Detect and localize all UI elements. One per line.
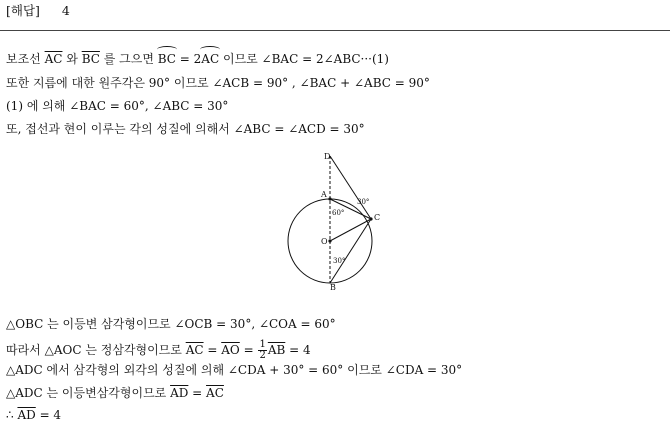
text-segment: 따라서 △AOC 는 정삼각형이므로 (6, 343, 186, 357)
solution-line-1 (6, 51, 389, 67)
text-segment: 이므로 ∠BAC = 2∠ABC···(1) (219, 52, 389, 66)
radius-OC (330, 219, 371, 241)
segment-AD: $\overline{AD}$ (17, 408, 36, 422)
label-O: O (321, 237, 328, 246)
solution-line-3: (1) 에 의해 ∠BAC = 60°, ∠ABC = 30° (6, 99, 229, 113)
solution-line-8 (6, 385, 224, 401)
segment-AD: $\overline{AD}$ (170, 386, 189, 400)
solution-line-5: △OBC 는 이등변 삼각형이므로 ∠OCB = 30°, ∠COA = 60° (6, 317, 336, 331)
answer-value: 4 (61, 3, 70, 18)
solution-line-6 (6, 340, 311, 361)
solution-line-2: 또한 지름에 대한 원주각은 90° 이므로 ∠ACB = 90° , ∠BAC + ∠ABC = 90° (6, 76, 430, 90)
segment-AO: $\overline{AO}$ (221, 343, 240, 357)
fraction-numerator: 1 (259, 339, 266, 350)
point-O (328, 239, 331, 242)
fraction-denominator: 2 (259, 350, 266, 361)
label-D: D (324, 152, 331, 161)
label-C: C (374, 213, 381, 222)
chord-BC (330, 219, 371, 283)
text-segment: = (188, 386, 207, 400)
segment-AC: $\overline{AC}$ (185, 343, 204, 357)
text-segment: = (239, 343, 258, 357)
fraction-one-half (258, 340, 266, 361)
header-divider (0, 30, 670, 31)
arc-AC: AC (201, 52, 220, 66)
point-C (369, 217, 372, 220)
answer-header (6, 1, 70, 19)
text-segment: △ADC 는 이등변삼각형이므로 (6, 386, 171, 400)
text-segment: 와 (62, 52, 82, 66)
text-segment: = 2 (175, 52, 202, 66)
angle-label-B: 30° (333, 257, 346, 265)
segment-AB: $\overline{AB}$ (267, 343, 286, 357)
point-A (328, 197, 331, 200)
text-segment: 보조선 (6, 52, 45, 66)
label-B: B (330, 283, 336, 292)
text-segment: ∴ (6, 408, 18, 422)
angle-label-ACD: 30° (357, 198, 370, 206)
text-segment: 를 그으면 (99, 52, 158, 66)
circle-tangent-figure (283, 148, 387, 294)
segment-BC: $\overline{BC}$ (81, 52, 100, 66)
segment-AC: $\overline{AC}$ (206, 386, 224, 400)
label-A: A (321, 190, 327, 199)
text-segment: = 4 (35, 408, 62, 422)
text-segment: = 4 (285, 343, 311, 357)
segment-AC: $\overline{AC}$ (44, 52, 63, 66)
solution-line-4: 또, 접선과 현이 이루는 각의 성질에 의해서 ∠ABC = ∠ACD = 30° (6, 122, 365, 136)
answer-label: [해답] (6, 3, 40, 18)
solution-line-7: △ADC 에서 삼각형의 외각의 성질에 의해 ∠CDA + 30° = 60° 이므로 ∠CDA = 30° (6, 363, 463, 377)
arc-BC: BC (157, 52, 176, 66)
angle-label-A: 60° (332, 209, 345, 217)
text-segment: = (203, 343, 222, 357)
